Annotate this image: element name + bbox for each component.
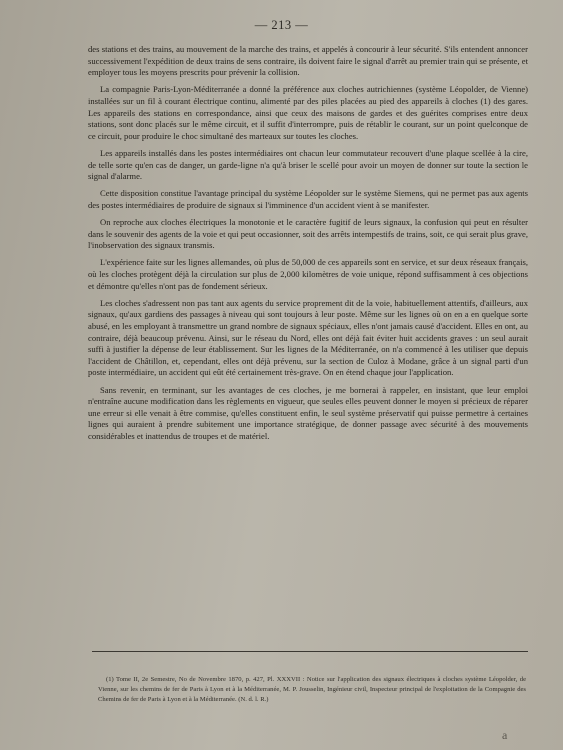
paragraph-4: Cette disposition constitue l'avantage principal du système Léopolder sur le système Siemens, qui ne permet pas aux agents des postes intermédiaires de produire de signaux si l'imminence d'un accident vient à se manifester. [88, 188, 528, 210]
body-text [88, 44, 528, 448]
paragraph-2: La compagnie Paris-Lyon-Méditerranée a donné la préférence aux cloches autrichiennes (système Léopolder, de Vienne) installées sur un fil à courant électrique continu, alimenté par des piles placées au pied des appareils à cloches (1) des gares. Les appareils des stations en correspondance, ainsi que ceux des maisons de gardes et des guérites comprises entre deux stations, sont donc placés sur le même circuit, et il suffit d'interrompre, puis de rétablir le courant, sur un point quelconque de ce circuit, pour produire le choc simultané des marteaux sur toutes les cloches. [88, 84, 528, 141]
paragraph-7: Les cloches s'adressent non pas tant aux agents du service proprement dit de la voie, habituellement attentifs, d'ailleurs, aux signaux, qu'aux gardiens des passages à niveau qui sont toujours à leur poste. Même sur les lignes où on en a en quelque sorte abusé, en les employant à transmettre un grand nombre de signaux spéciaux, elles n'ont jamais causé d'accident. Elles en ont, au contraire, déjà beaucoup prévenu. Ainsi, sur le réseau du Nord, elles ont déjà fait éviter huit accidents graves : un seul aurait suffi à justifier la dépense de leur établissement. Sur les lignes de la Méditerranée, on n'a commencé à les utiliser que depuis l'accident de Châtillon, et, cependant, elles ont déjà prévenu, sur la section de Culoz à Modane, grâce à un signal parti d'un poste intermédiaire, un accident qui eût été certainement très-grave. On en étend chaque jour l'application. [88, 297, 528, 378]
paragraph-1: des stations et des trains, au mouvement de la marche des trains, et appelés à concourir à leur sécurité. S'ils entendent annoncer successivement l'expédition de deux trains de sens contraire, ils doivent faire le signal d'arrêt au premier train qui se présente, et employer tous les moyens prescrits pour prévenir la collision. [88, 44, 528, 78]
paragraph-3: Les appareils installés dans les postes intermédiaires ont chacun leur commutateur recouvert d'une plaque scellée à la cire, de telle sorte qu'en cas de danger, un garde-ligne n'a qu'à briser le scellé pour avoir un moyen de donner sur toute la section le signal d'alarme. [88, 147, 528, 182]
footnote-text: (1) Tome II, 2e Semestre, No de Novembre 1870, p. 427, Pl. XXXVII : Notice sur l'application des signaux électriques à cloches système Léopolder, de Vienne, sur les chemins de fer de Paris à Lyon et à la Méditerranée, M. P. Jousselin, Ingénieur civil, Inspecteur principal de l'exploitation de la Compagnie des Chemins de fer de Paris à Lyon et à la Méditerranée. (N. d. l. R.) [98, 676, 526, 703]
footnote [98, 675, 526, 705]
paragraph-6: L'expérience faite sur les lignes allemandes, où plus de 50,000 de ces appareils sont en service, et sur deux réseaux français, où les cloches protègent déjà la circulation sur plus de 2,000 kilomètres de voie unique, répond suffisamment à ces objections et démontre qu'elles n'ont pas de fondement sérieux. [88, 257, 528, 291]
paragraph-5: On reproche aux cloches électriques la monotonie et le caractère fugitif de leurs signaux, la confusion qui peut en résulter dans le souvenir des agents de la voie et qui peut occasionner, soit des arrêts intempestifs de trains, soit, ce qui serait plus grave, l'inobservation des signaux transmis. [88, 217, 528, 251]
pencil-mark: a [502, 728, 508, 742]
paragraph-8: Sans revenir, en terminant, sur les avantages de ces cloches, je me bornerai à rappeler, en insistant, que leur emploi n'entraîne aucune modification dans les règlements en vigueur, que seules elles peuvent donner le moyen si précieux de réparer une erreur si elle venait à être commise, qu'elles constituent enfin, le seul système préservatif qui puisse permettre à certaines lignes qui auraient à prendre subitement une importance stratégique, de donner passage avec sécurité à des mouvements considérables et inattendus de troupes et de matériel. [88, 384, 528, 441]
page-number: — 213 — [254, 18, 309, 32]
footnote-divider [92, 651, 528, 652]
